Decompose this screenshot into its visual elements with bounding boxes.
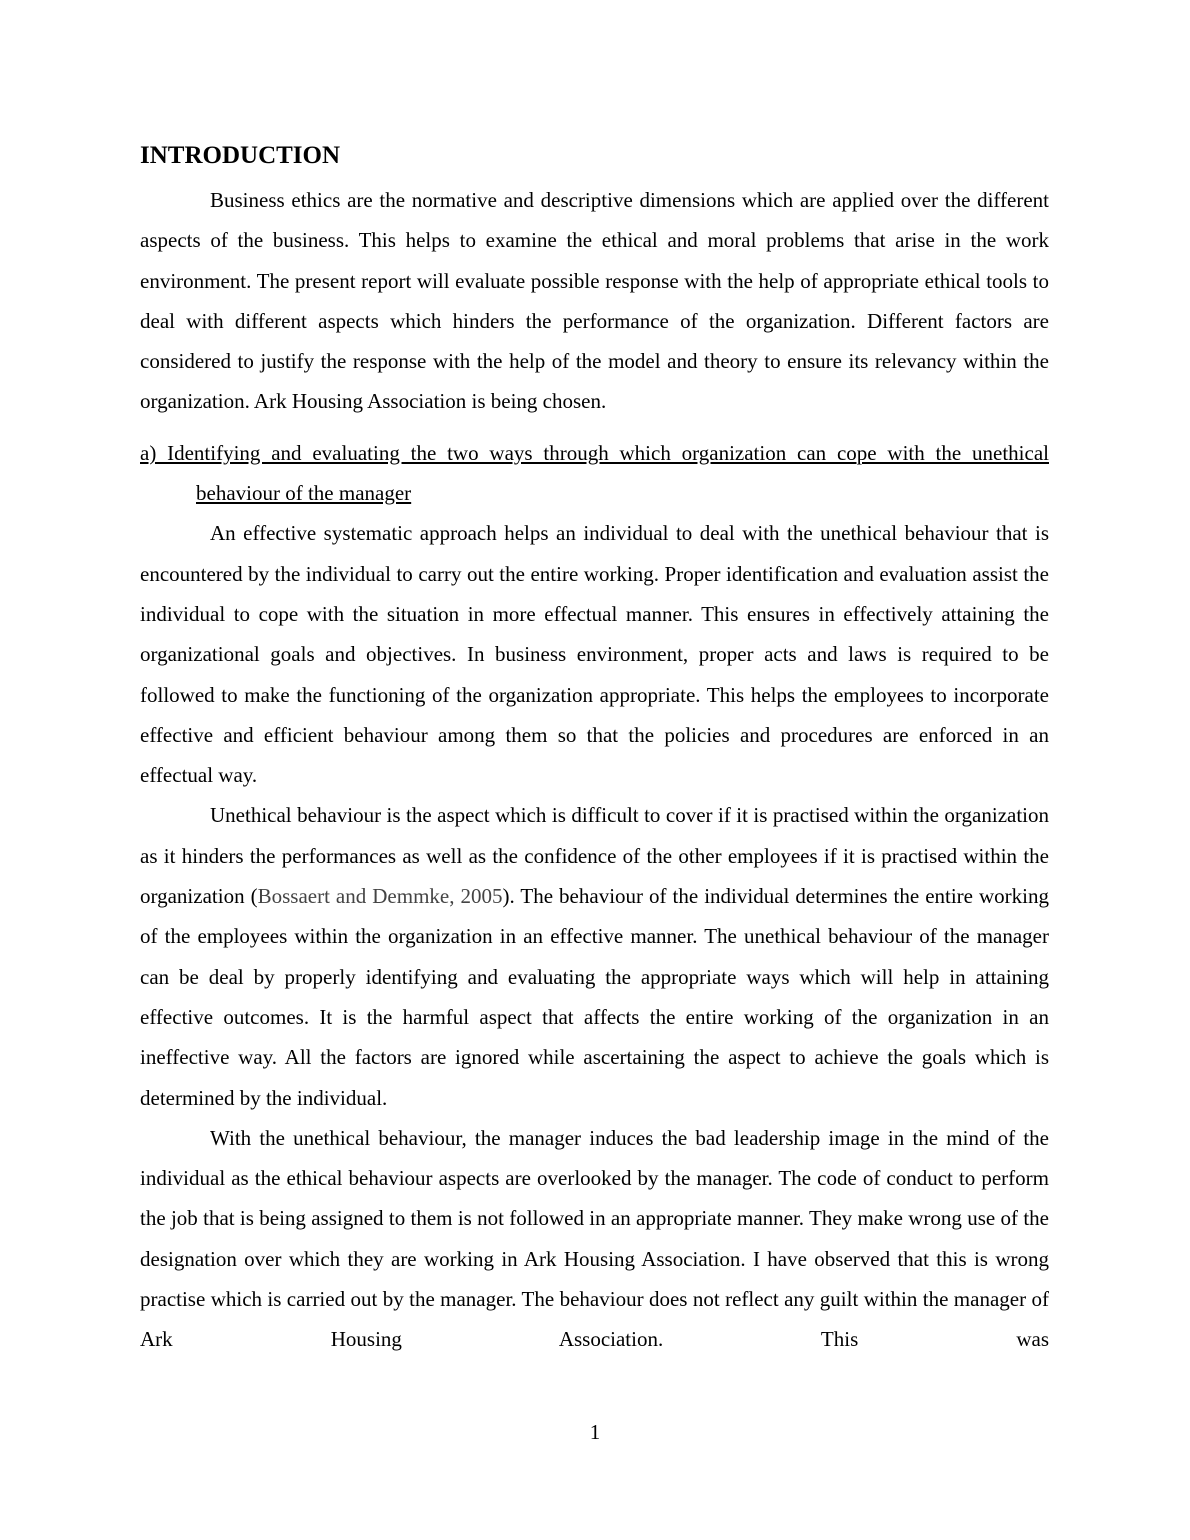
citation-link[interactable]: Bossaert and Demmke, 2005 [257, 884, 503, 909]
paragraph-2-text-end: ). The behaviour of the individual determines the entire working of the employees within the organization in an effective manner. The unethical behaviour of the manager can be deal by properly identifying and evaluating the appropriate ways which will help in attaining effective outcomes. It is the harmful aspect that affects the entire working of the organization in an ineffective way. All the factors are ignored while ascertaining the aspect to achieve the goals which is determined by the individual. [140, 884, 1050, 1110]
section-a-paragraph-1: An effective systematic approach helps an individual to deal with the unethical behaviour that is encountered by the individual to carry out the entire working. Proper identification and evaluation assist the individual to cope with the situation in more effectual manner. This ensures in effectively attaining the organizational goals and objectives. In business environment, proper acts and laws is required to be followed to make the functioning of the organization appropriate. This helps the employees to incorporate effective and efficient behaviour among them so that the policies and procedures are enforced in an effectual way. [140, 521, 1049, 788]
document-page [140, 138, 1049, 1360]
paragraph-2-text-start: Unethical behaviour is the aspect which is difficult to cover if it is practised within the organization as it hinders the performances as well as the confidence of the other employees if it is practised within the organization ( [140, 803, 1049, 909]
page-title: INTRODUCTION [140, 142, 341, 169]
intro-paragraph: Business ethics are the normative and descriptive dimensions which are applied over the different aspects of the business. This helps to examine the ethical and moral problems that arise in the work environment. The present report will evaluate possible response with the help of appropriate ethical tools to deal with different aspects which hinders the performance of the organization. Different factors are considered to justify the response with the help of the model and theory to ensure its relevancy within the organization. Ark Housing Association is being chosen. [140, 188, 1049, 414]
section-a-paragraph-2 [140, 795, 1049, 1117]
page-number: 1 [589, 1420, 601, 1444]
section-a-paragraph-3: With the unethical behaviour, the manager induces the bad leadership image in the mind of the individual as the ethical behaviour aspects are overlooked by the manager. The code of conduct to perform the job that is being assigned to them is not followed in an appropriate manner. They make wrong use of the designation over which they are working in Ark Housing Association. I have observed that this is wrong practise which is carried out by the manager. The behaviour does not reflect any guilt within the manager of Ark Housing Association. This was [140, 1125, 1049, 1352]
section-a-heading: a) Identifying and evaluating the two ways through which organization can cope with the unethical behaviour of the manager [140, 440, 1049, 506]
